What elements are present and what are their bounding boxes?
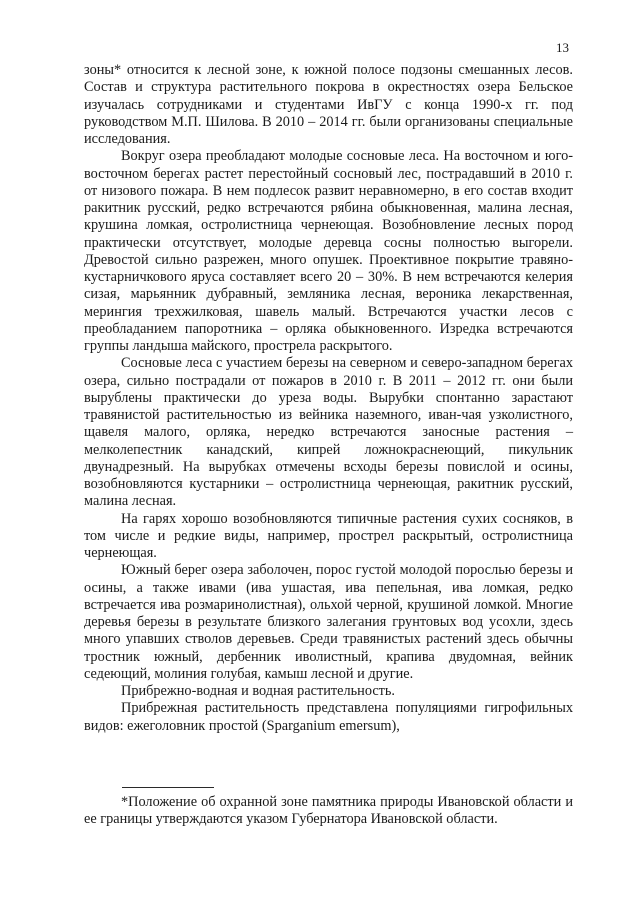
paragraph-1: зоны* относится к лесной зоне, к южной полосе подзоны смешанных лесов. Состав и структура растительного покрова в окрестностях озера Бельское изучалась сотрудниками и студентами ИвГУ с конца 1990-х гг. под руководством М.П. Шилова. В 2010 – 2014 гг. были организованы специальные исследования.: [84, 62, 573, 147]
footnote-divider: [122, 787, 214, 788]
paragraph-3: Сосновые леса с участием березы на северном и северо-западном берегах озера, сильно пострадали от пожаров в 2010 г. В 2011 – 2012 гг. они были вырублены практически до уреза воды. Вырубки спонтанно зарастают травянистой растительностью из вейника наземного, иван-чая узколистного, щавеля малого, орляка, нередко встречаются заносные растения – мелколепестник канадский, кипрей ложнокраснеющий, пикульник двунадрезный. На вырубках отмечены всходы березы повислой и осины, возобновляются кустарники – остролистница чернеющая, ракитник русский, малина лесная.: [84, 355, 573, 510]
paragraph-7: Прибрежная растительность представлена популяциями гигрофильных видов: ежеголовник простой (Sparganium emersum),: [84, 700, 573, 734]
paragraph-2: Вокруг озера преобладают молодые сосновые леса. На восточном и юго-восточном берегах растет перестойный сосновый лес, пострадавший в 2010 г. от низового пожара. В нем подлесок развит неравномерно, в его состав входит ракитник русский, редко встречаются рябина обыкновенная, малина лесная, крушина ломкая, остролистница чернеющая. Возобновление лесных пород практически отсутствует, молодые деревца сосны полностью выгорели. Древостой сильно разрежен, много опушек. Проективное покрытие травяно-кустарничкового яруса составляет всего 20 – 30%. В нем встречаются келерия сизая, марьянник дубравный, земляника лесная, вероника лекарственная, мерингия трехжилковая, шавель малый. Встречаются участки лесов с преобладанием папоротника – орляка обыкновенного. Изредка встречаются группы ландыша майского, прострела раскрытого.: [84, 148, 573, 354]
paragraph-6: Прибрежно-водная и водная растительность.: [121, 683, 396, 699]
footnote: *Положение об охранной зоне памятника природы Ивановской области и ее границы утверждаются указом Губернатора Ивановской области.: [84, 794, 573, 828]
paragraph-5: Южный берег озера заболочен, порос густой молодой порослью березы и осины, а также ивами (ива ушастая, ива пепельная, ива ломкая, редко встречается ива розмаринолистная), ольхой черной, крушиной ломкой. Многие деревья березы в результате близкого залегания грунтовых вод усохли, здесь много упавших стволов деревьев. Среди травянистых растений здесь обычны тростник южный, дербенник иволистный, крапива двудомная, вейник седеющий, молиния голубая, камыш лесной и другие.: [84, 562, 573, 682]
page-body: [84, 62, 573, 735]
paragraph-4: На гарях хорошо возобновляются типичные растения сухих сосняков, в том числе и редкие виды, например, прострел раскрытый, остролистница чернеющая.: [84, 510, 573, 561]
page-number: 13: [556, 40, 569, 55]
